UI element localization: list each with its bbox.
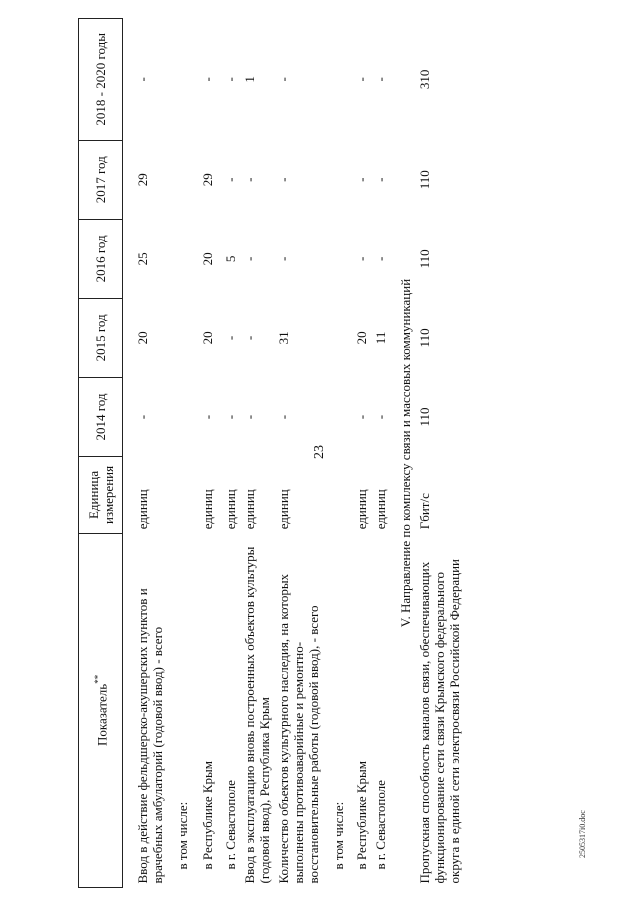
row-value: - (223, 177, 238, 182)
row-value: 1 (242, 76, 257, 83)
row-value: - (223, 77, 238, 82)
footer-file-name: 2505317i0.doc (578, 810, 587, 858)
row-unit: единиц (223, 489, 238, 530)
row-value: 11 (373, 331, 388, 345)
row-value: 5 (223, 255, 238, 263)
row-value: - (354, 414, 369, 420)
row-unit: единиц (373, 489, 388, 530)
row-label: Ввод в эксплуатацию вновь построенных объектов культуры (годовой ввод), Республика Крым (242, 546, 272, 884)
row-value: 29 (200, 173, 215, 187)
row-value: - (354, 256, 369, 261)
row-unit: единиц (242, 489, 257, 530)
row-value: - (276, 177, 291, 182)
row-value: - (135, 414, 150, 420)
table-header-row (79, 19, 123, 888)
row-value: - (276, 77, 291, 82)
rotated-document-content (78, 18, 618, 888)
row-value: 20 (354, 331, 369, 345)
row-value: 110 (417, 249, 432, 269)
row-value: - (242, 256, 257, 261)
header-year: 2016 год (79, 219, 123, 298)
row-unit: единиц (200, 489, 215, 530)
row-value: - (223, 414, 238, 420)
row-value: 20 (200, 252, 215, 266)
row-value: - (354, 77, 369, 82)
row-value: - (223, 335, 238, 341)
row-value: - (135, 77, 150, 82)
section-heading-row (390, 19, 415, 888)
table-row (192, 19, 217, 888)
row-value: 31 (276, 331, 291, 345)
header-year: 2015 год (79, 298, 123, 377)
row-value: 25 (135, 252, 150, 266)
table-row (323, 19, 348, 888)
row-value: - (200, 77, 215, 82)
header-year: 2018 - 2020 годы (79, 19, 123, 141)
section-heading: V. Направление по комплексу связи и массовых коммуникаций (398, 278, 413, 628)
row-unit: единиц (135, 489, 150, 530)
row-label: в Республике Крым (354, 761, 369, 870)
row-value: - (373, 414, 388, 420)
row-unit: единиц (354, 489, 369, 530)
row-unit: единиц (276, 489, 291, 530)
table-row (415, 19, 464, 888)
header-year: 2017 год (79, 140, 123, 219)
row-value: 110 (417, 407, 432, 427)
table-row (274, 19, 323, 888)
row-label: Количество объектов культурного наследия, на которых выполнены противоаварийные и ремонтно-восстановительные работы (годовой ввод), - всего (276, 573, 321, 884)
row-label: в г. Севастополе (373, 780, 388, 870)
header-indicator: Показатель** (79, 533, 123, 887)
row-unit: Гбит/с (417, 493, 432, 530)
row-label: в г. Севастополе (223, 780, 238, 870)
row-value: - (242, 177, 257, 182)
row-value: - (354, 177, 369, 182)
row-label: в том числе: (175, 801, 190, 870)
row-label: в том числе: (331, 801, 346, 870)
row-label: в Республике Крым (200, 761, 215, 870)
table-row (348, 19, 371, 888)
row-value: - (373, 256, 388, 261)
header-year: 2014 год (79, 377, 123, 456)
page-number: 23 (312, 445, 327, 459)
row-value: 20 (135, 331, 150, 345)
row-label: Пропускная способность каналов связи, обеспечивающих функционирование сети связи Крымского федерального округа в единой сети электросвязи Российской Федерации (417, 559, 462, 884)
row-value: 110 (417, 328, 432, 348)
row-value: - (242, 414, 257, 420)
row-value: - (242, 335, 257, 341)
row-value: - (276, 414, 291, 420)
row-value: 110 (417, 170, 432, 190)
table-row (217, 19, 240, 888)
table-row (240, 19, 274, 888)
row-value: 310 (417, 69, 432, 90)
header-unit: Единица измерения (79, 457, 123, 534)
row-value: 20 (200, 331, 215, 345)
row-value: - (373, 77, 388, 82)
table-row (167, 19, 192, 888)
row-value: - (373, 177, 388, 182)
indicators-table (78, 18, 464, 888)
row-label: Ввод в действие фельдшерско-акушерских пунктов и врачебных амбулаторий (годовой ввод) - всего (135, 588, 165, 884)
row-value: 29 (135, 173, 150, 187)
table-row (133, 19, 167, 888)
row-value: - (276, 256, 291, 261)
table-row (371, 19, 390, 888)
row-value: - (200, 414, 215, 420)
